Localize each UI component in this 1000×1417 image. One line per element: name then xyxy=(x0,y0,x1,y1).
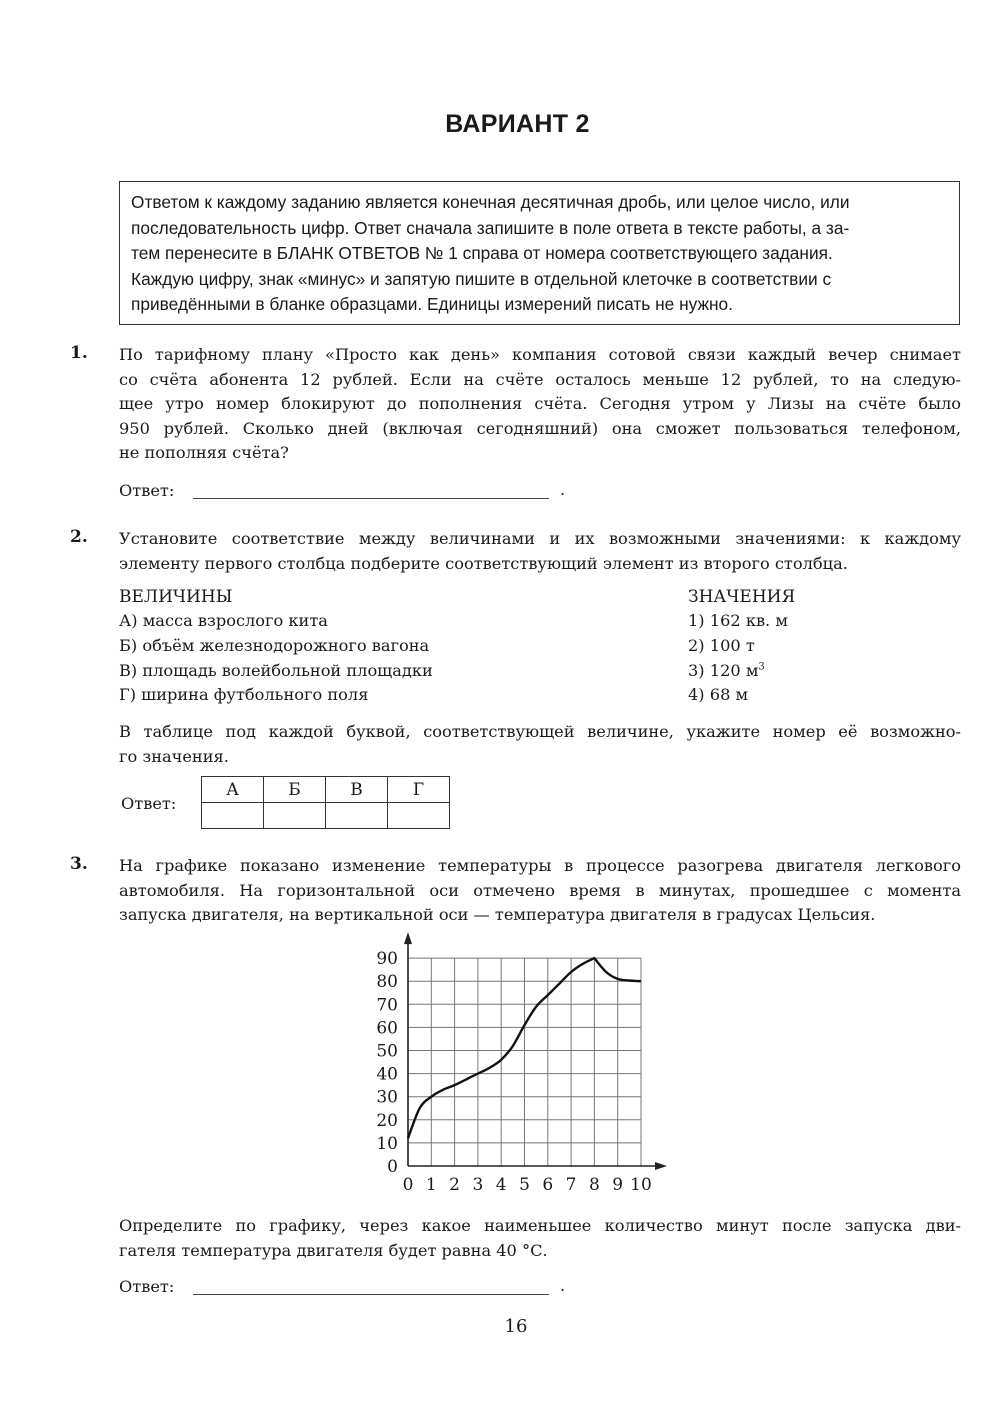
x-tick-label: 2 xyxy=(449,1175,461,1195)
task-2-instruction-line: го значения. xyxy=(119,746,229,766)
values-heading: ЗНАЧЕНИЯ xyxy=(688,587,796,607)
x-tick-label: 6 xyxy=(542,1175,554,1195)
x-tick-label: 10 xyxy=(630,1175,652,1195)
answer-cell-a[interactable] xyxy=(202,803,264,829)
task-3-question-line: Определите по графику, через какое наименьшее количество минут после запуска дви- xyxy=(119,1216,961,1235)
task-2-instruction-line: В таблице под каждой буквой, соответствующей величине, укажите номер её возможно- xyxy=(119,722,961,741)
x-tick-label: 9 xyxy=(612,1175,624,1195)
task-2-text xyxy=(119,527,961,576)
y-tick-label: 70 xyxy=(376,995,398,1016)
value-text: 68 м xyxy=(709,685,749,704)
value-superscript: 3 xyxy=(758,661,765,673)
task-1-answer-field[interactable] xyxy=(193,498,549,499)
task-1-line: щее утро номер блокируют до пополнения счёта. Сегодня утром у Лизы на счёте было xyxy=(119,394,961,413)
instructions-line: Каждую цифру, знак «минус» и запятую пишите в отдельной клеточке в соответствии с xyxy=(131,268,832,289)
x-tick-label: 0 xyxy=(402,1175,414,1195)
instructions-line: Ответом к каждому заданию является конечная десятичная дробь, или целое число, или xyxy=(131,192,850,212)
task-3-line: запуска двигателя, на вертикальной оси — температура двигателя в градусах Цельсия. xyxy=(119,905,876,924)
y-tick-label: 60 xyxy=(376,1018,398,1039)
y-tick-label: 30 xyxy=(376,1087,398,1108)
quantity-item: Г) ширина футбольного поля xyxy=(119,685,369,704)
task-2-number: 2. xyxy=(70,527,88,547)
task-2-table-instruction xyxy=(119,720,961,769)
y-tick-label: 40 xyxy=(376,1064,398,1085)
answer-table-header: В xyxy=(326,777,388,803)
x-tick-label: 7 xyxy=(565,1175,577,1195)
task-1-line: со счёта абонента 12 рублей. Если на счёте осталось меньше 12 рублей, то на следую- xyxy=(119,369,961,389)
task-2-line: элементу первого столбца подберите соответствующий элемент из второго столбца. xyxy=(119,553,848,573)
value-num: 2) xyxy=(688,636,705,655)
answer-cell-b[interactable] xyxy=(264,803,326,829)
task-1-line: По тарифному плану «Просто как день» компания сотовой связи каждый вечер снимает xyxy=(119,345,961,364)
task-3-line: На графике показано изменение температуры в процессе разогрева двигателя легкового xyxy=(119,856,961,875)
quantity-item: В) площадь волейбольной площадки xyxy=(119,661,433,680)
temperature-chart xyxy=(360,930,670,1200)
task-1-answer-end: . xyxy=(560,480,566,499)
y-tick-label: 90 xyxy=(376,949,398,970)
y-tick-label: 50 xyxy=(376,1041,398,1062)
answer-cell-v[interactable] xyxy=(326,803,388,829)
answer-table-header: А xyxy=(202,777,264,803)
answer-cell-g[interactable] xyxy=(388,803,450,829)
y-tick-label: 20 xyxy=(376,1110,398,1131)
value-num: 3) xyxy=(688,661,705,680)
task-3-answer-end: . xyxy=(560,1276,566,1295)
task-1-line: 950 рублей. Сколько дней (включая сегодняшний) она сможет пользоваться телефоном, xyxy=(119,418,961,438)
y-tick-label: 10 xyxy=(376,1133,398,1154)
task-1-answer-label: Ответ: xyxy=(119,481,175,500)
value-text: 100 т xyxy=(709,636,755,655)
page-number: 16 xyxy=(504,1316,528,1337)
x-tick-label: 4 xyxy=(495,1175,507,1195)
value-item xyxy=(688,611,788,630)
value-text: 120 м xyxy=(709,661,759,680)
quantity-item: Б) объём железнодорожного вагона xyxy=(119,636,430,655)
y-axis-arrow-icon xyxy=(404,932,412,944)
answer-table-value-row xyxy=(202,803,450,829)
page-title: ВАРИАНТ 2 xyxy=(445,110,590,138)
quantity-item: А) масса взрослого кита xyxy=(119,611,328,630)
task-3-answer-field[interactable] xyxy=(193,1294,549,1295)
task-1-number: 1. xyxy=(70,343,88,363)
instructions-line: тем перенесите в БЛАНК ОТВЕТОВ № 1 справа от номера соответствующего задания. xyxy=(131,243,833,263)
task-3-question xyxy=(119,1214,961,1263)
task-3-question-line: гателя температура двигателя будет равна 40 °С. xyxy=(119,1240,548,1260)
task-2-answer-label: Ответ: xyxy=(121,794,177,813)
task-3-line: автомобиля. На горизонтальной оси отмечено время в минутах, прошедшее с момента xyxy=(119,880,961,900)
value-item xyxy=(688,661,765,680)
task-2-line: Установите соответствие между величинами и их возможными значениями: к каждому xyxy=(119,529,961,548)
task-3-answer-label: Ответ: xyxy=(119,1277,175,1296)
task-3-number: 3. xyxy=(70,854,88,874)
instructions-line: последовательность цифр. Ответ сначала запишите в поле ответа в тексте работы, а за- xyxy=(131,217,850,238)
x-tick-label: 1 xyxy=(425,1175,437,1195)
x-tick-label: 8 xyxy=(588,1175,600,1195)
value-num: 1) xyxy=(688,611,705,630)
answer-table-header: Б xyxy=(264,777,326,803)
answer-table-header-row xyxy=(202,777,450,803)
value-num: 4) xyxy=(688,685,705,704)
x-tick-label: 3 xyxy=(472,1175,484,1195)
y-tick-label: 0 xyxy=(387,1157,398,1177)
instructions-box xyxy=(119,181,960,325)
value-item xyxy=(688,636,755,655)
quantities-heading: ВЕЛИЧИНЫ xyxy=(119,587,233,607)
task-3-text xyxy=(119,854,961,928)
x-tick-label: 5 xyxy=(519,1175,530,1195)
task-1-line: не пополняя счёта? xyxy=(119,443,289,462)
y-tick-label: 80 xyxy=(376,972,398,993)
x-axis-arrow-icon xyxy=(655,1162,667,1170)
answer-table-header: Г xyxy=(388,777,450,803)
instructions-line: приведёнными в бланке образцами. Единицы измерений писать не нужно. xyxy=(131,294,733,314)
task-1-text xyxy=(119,343,961,466)
value-item xyxy=(688,685,748,704)
task-2-answer-table xyxy=(201,776,450,829)
value-text: 162 кв. м xyxy=(709,611,788,630)
